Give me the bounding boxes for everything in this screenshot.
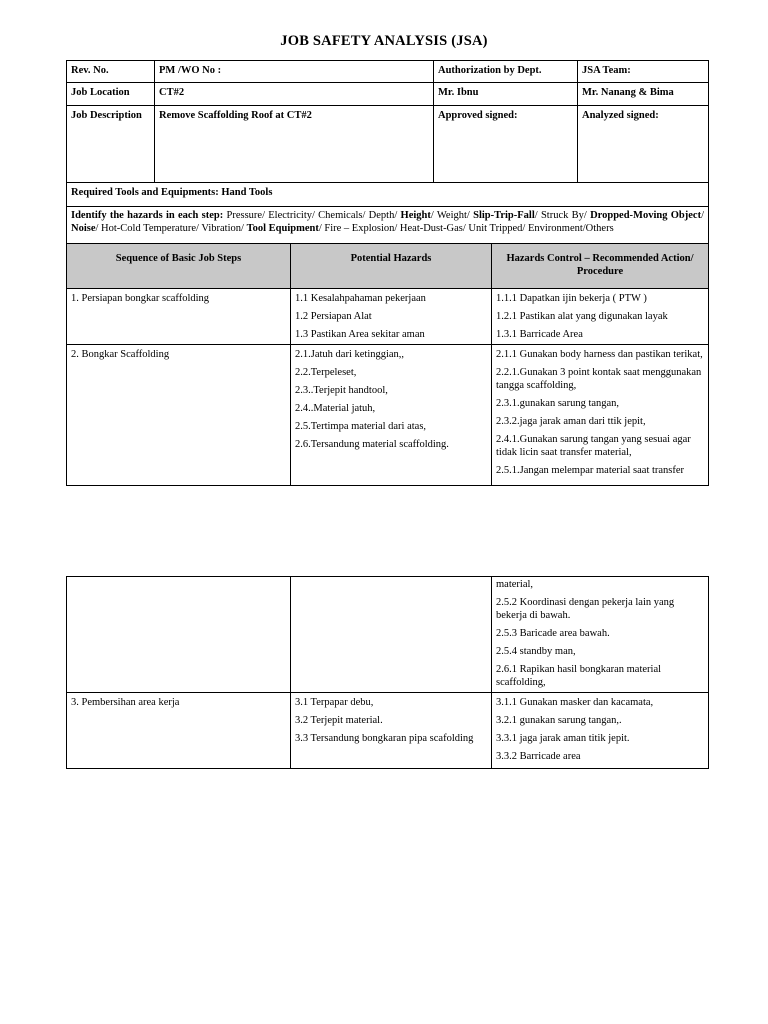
control-item: 1.3.1 Barricade Area: [496, 329, 583, 340]
hazard-list-text: Pressure/ Electricity/ Chemicals/ Depth/: [223, 210, 401, 221]
hazard-slip-trip-fall: Slip-Trip-Fall: [473, 210, 535, 221]
job-description-label: Job Description: [67, 106, 155, 183]
control-item: 1.2.1 Pastikan alat yang digunakan layak: [496, 311, 668, 322]
authorization-label: Authorization by Dept.: [434, 61, 578, 83]
required-tools: Required Tools and Equipments: Hand Tools: [67, 183, 709, 207]
jsa-team-label: JSA Team:: [578, 61, 709, 83]
control-item: 2.5.1.Jangan melempar material saat transfer: [496, 465, 685, 476]
control-item: 3.2.1 gunakan sarung tangan,.: [496, 715, 622, 726]
control-item: 2.4.1.Gunakan sarung tangan yang sesuai agar tidak licin saat transfer material,: [496, 434, 691, 458]
control-item: 2.6.1 Rapikan hasil bongkaran material scaffolding,: [496, 664, 662, 688]
controls-cell: [492, 289, 709, 345]
hazard-item: 3.1 Terpapar debu,: [295, 697, 374, 708]
control-item: 3.1.1 Gunakan masker dan kacamata,: [496, 697, 654, 708]
hazard-item: 2.5.Tertimpa material dari atas,: [295, 421, 427, 432]
hazard-item: 2.2.Terpeleset,: [295, 367, 357, 378]
hazard-item: 3.3 Tersandung bongkaran pipa scafolding: [295, 733, 474, 744]
step-cell: 2. Bongkar Scaffolding: [67, 345, 291, 486]
hazard-item: 1.3 Pastikan Area sekitar aman: [295, 329, 425, 340]
hazard-list-text: / Hot-Cold Temperature/ Vibration/: [95, 223, 247, 234]
control-item: 2.3.2.jaga jarak aman dari ttik jepit,: [496, 416, 646, 427]
hazard-item: 2.3..Terjepit handtool,: [295, 385, 388, 396]
table-row: [67, 577, 709, 693]
control-item: 1.1.1 Dapatkan ijin bekerja ( PTW ): [496, 293, 647, 304]
controls-cell: [492, 577, 709, 693]
jsa-header-table: [66, 60, 709, 245]
control-item: 3.3.1 jaga jarak aman titik jepit.: [496, 733, 630, 744]
controls-cell: [492, 693, 709, 769]
control-item: 2.2.1.Gunakan 3 point kontak saat menggunakan tangga scaffolding,: [496, 367, 702, 391]
control-item: material,: [496, 579, 534, 590]
hazard-height: Height: [400, 210, 431, 221]
table-row: [67, 289, 709, 345]
control-item: 2.1.1 Gunakan body harness dan pastikan terikat,: [496, 349, 703, 360]
jsa-steps-table-page2: [66, 576, 709, 769]
jsa-team-value: Mr. Nanang & Bima: [578, 83, 709, 106]
hazard-list-text: / Struck By/: [534, 210, 591, 221]
hazard-item: 2.4..Material jatuh,: [295, 403, 376, 414]
control-item: 2.5.4 standby man,: [496, 646, 576, 657]
control-item: 3.3.2 Barricade area: [496, 751, 581, 762]
authorization-value: Mr. Ibnu: [434, 83, 578, 106]
approved-signed-label: Approved signed:: [434, 106, 578, 183]
hazards-cell: [291, 577, 492, 693]
control-item: 2.5.2 Koordinasi dengan pekerja lain yang bekerja di bawah.: [496, 597, 675, 621]
control-item: 2.5.3 Baricade area bawah.: [496, 628, 610, 639]
table-row: [67, 345, 709, 486]
hazard-identification: [67, 207, 709, 245]
hazard-item: 1.1 Kesalahpahaman pekerjaan: [295, 293, 426, 304]
hazard-list-text: / Weight/: [430, 210, 474, 221]
hazard-tool-equipment: Tool Equipment: [246, 223, 319, 234]
pm-wo-label: PM /WO No :: [155, 61, 434, 83]
hazards-cell: [291, 345, 492, 486]
hazard-item: 2.6.Tersandung material scaffolding.: [295, 439, 449, 450]
jsa-steps-table-page1: [66, 243, 709, 486]
hazard-item: 1.2 Persiapan Alat: [295, 311, 372, 322]
column-header-controls: Hazards Control – Recommended Action/ Procedure: [492, 244, 709, 289]
column-header-hazards: Potential Hazards: [291, 244, 492, 289]
step-cell: 1. Persiapan bongkar scaffolding: [67, 289, 291, 345]
job-location-value: CT#2: [155, 83, 434, 106]
hazard-list-text: /: [701, 210, 704, 221]
hazard-list-text: / Fire – Explosion/ Heat-Dust-Gas/ Unit Tripped/ Environment/Others: [318, 223, 614, 234]
job-description-value: Remove Scaffolding Roof at CT#2: [155, 106, 434, 183]
control-item: 2.3.1.gunakan sarung tangan,: [496, 398, 620, 409]
table-row: [67, 693, 709, 769]
analyzed-signed-label: Analyzed signed:: [578, 106, 709, 183]
controls-cell: [492, 345, 709, 486]
hazard-noise: Noise: [71, 223, 96, 234]
rev-no-label: Rev. No.: [67, 61, 155, 83]
hazard-item: 3.2 Terjepit material.: [295, 715, 383, 726]
document-title: JOB SAFETY ANALYSIS (JSA): [280, 33, 488, 49]
job-location-label: Job Location: [67, 83, 155, 106]
column-header-steps: Sequence of Basic Job Steps: [67, 244, 291, 289]
step-cell: 3. Pembersihan area kerja: [67, 693, 291, 769]
hazards-cell: [291, 289, 492, 345]
hazard-id-prefix: Identify the hazards in each step:: [71, 210, 224, 221]
hazards-cell: [291, 693, 492, 769]
hazard-dropped-object: Dropped-Moving Object: [590, 210, 702, 221]
hazard-item: 2.1.Jatuh dari ketinggian,,: [295, 349, 405, 360]
step-cell: [67, 577, 291, 693]
